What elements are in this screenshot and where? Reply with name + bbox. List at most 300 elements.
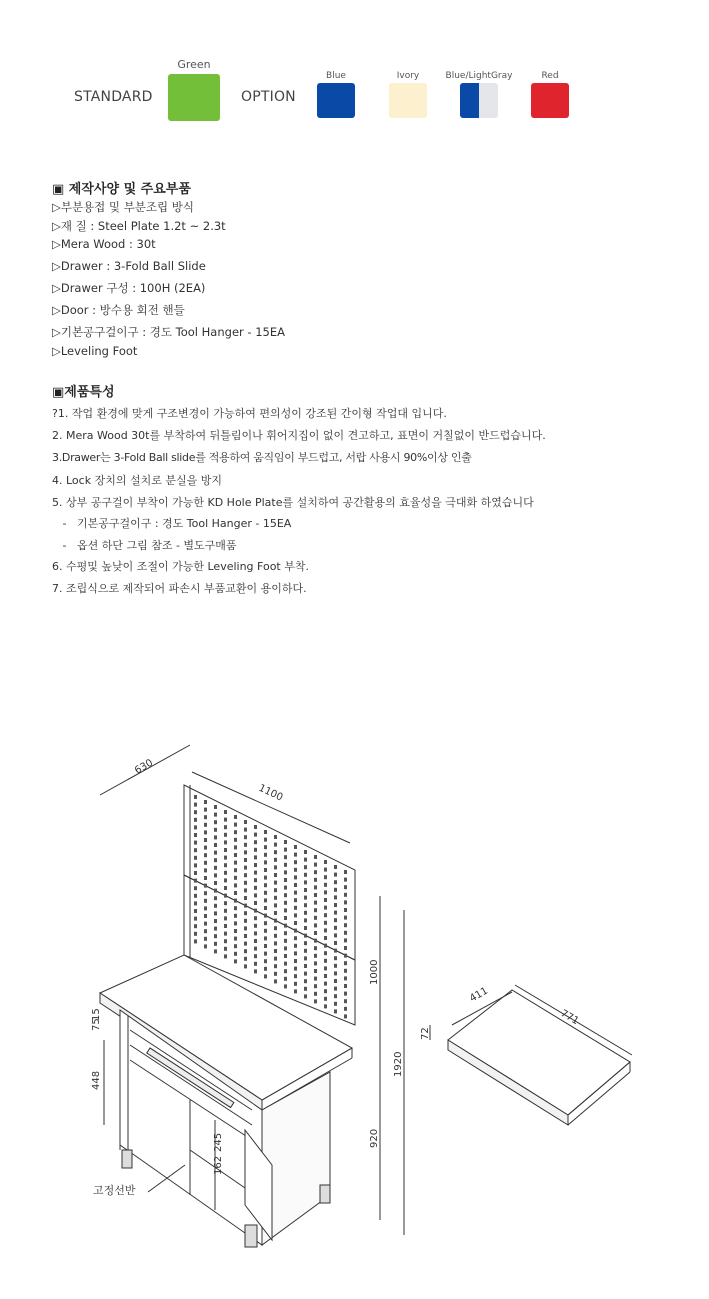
pegboard-hole: [344, 976, 347, 980]
pegboard-hole: [314, 969, 317, 973]
pegboard-hole: [244, 888, 247, 892]
pegboard-hole: [234, 815, 237, 819]
pegboard-hole: [234, 914, 237, 918]
pegboard-hole: [344, 885, 347, 889]
pegboard-hole: [304, 964, 307, 968]
pegboard-hole: [214, 904, 217, 908]
pegboard-hole: [314, 908, 317, 912]
pegboard-hole: [324, 868, 327, 872]
pegboard-hole: [294, 868, 297, 872]
pegboard-hole: [334, 926, 337, 930]
pegboard-hole: [344, 878, 347, 882]
pegboard-hole: [324, 906, 327, 910]
pegboard-hole: [324, 875, 327, 879]
dim-bench-height: 920: [369, 1128, 380, 1148]
pegboard-hole: [224, 840, 227, 844]
pegboard-hole: [344, 954, 347, 958]
pegboard-hole: [234, 952, 237, 956]
pegboard-hole: [344, 984, 347, 988]
pegboard-hole: [294, 906, 297, 910]
pegboard-hole: [244, 949, 247, 953]
pegboard-hole: [224, 939, 227, 943]
pegboard-hole: [214, 851, 217, 855]
pegboard-hole: [244, 850, 247, 854]
pegboard-hole: [254, 863, 257, 867]
pegboard-hole: [224, 825, 227, 829]
pegboard-hole: [304, 987, 307, 991]
feature-subitem: - 옵션 하단 그림 참조 - 별도구매품: [52, 539, 237, 552]
pegboard-hole: [264, 830, 267, 834]
standard-label: STANDARD: [74, 89, 153, 105]
pegboard-hole: [264, 974, 267, 978]
pegboard-hole: [344, 946, 347, 950]
option-label: OPTION: [241, 89, 296, 105]
pegboard-hole: [234, 906, 237, 910]
pegboard-hole: [334, 895, 337, 899]
pegboard-hole: [294, 921, 297, 925]
green-swatch[interactable]: [168, 74, 220, 121]
pegboard-hole: [194, 879, 197, 883]
pegboard-hole: [204, 899, 207, 903]
pegboard-hole: [194, 909, 197, 913]
pegboard-hole: [194, 932, 197, 936]
pegboard-hole: [314, 901, 317, 905]
dim-door2: 162: [213, 1155, 224, 1175]
pegboard-hole: [314, 885, 317, 889]
pegboard-hole: [224, 863, 227, 867]
pegboard-hole: [254, 916, 257, 920]
pegboard-hole: [244, 964, 247, 968]
pegboard-hole: [284, 962, 287, 966]
pegboard-hole: [284, 848, 287, 852]
pegboard-hole: [344, 900, 347, 904]
pegboard-hole: [224, 947, 227, 951]
red-swatch-label: Red: [541, 71, 559, 81]
pegboard-hole: [264, 853, 267, 857]
pegboard-hole: [264, 921, 267, 925]
dim-panel-height: 1000: [369, 959, 380, 985]
pegboard-hole: [264, 876, 267, 880]
pegboard-hole: [294, 959, 297, 963]
pegboard-hole: [284, 954, 287, 958]
pegboard-hole: [234, 876, 237, 880]
pegboard-hole: [254, 893, 257, 897]
pegboard-hole: [324, 982, 327, 986]
pegboard-hole: [334, 964, 337, 968]
pegboard-hole: [324, 860, 327, 864]
pegboard-hole: [274, 949, 277, 953]
features-title: ▣제품특성: [52, 385, 115, 400]
pegboard-hole: [214, 873, 217, 877]
pegboard-hole: [334, 949, 337, 953]
pegboard-hole: [344, 1014, 347, 1018]
pegboard-hole: [294, 936, 297, 940]
pegboard-hole: [344, 923, 347, 927]
dim-top1: 15: [91, 1008, 102, 1021]
pegboard-hole: [214, 896, 217, 900]
pegboard-hole: [194, 818, 197, 822]
pegboard-hole: [324, 997, 327, 1001]
feature-item: 3.Drawer는 3-Fold Ball slide를 적용하여 움직임이 부드럽고, 서랍 사용시 90%이상 인출: [52, 451, 472, 464]
blue-swatch[interactable]: [317, 83, 355, 118]
pegboard-hole: [284, 977, 287, 981]
pegboard-hole: [324, 928, 327, 932]
spec-item: ▷Door : 방수용 회전 핸들: [52, 303, 185, 317]
pegboard-hole: [294, 913, 297, 917]
pegboard-hole: [284, 893, 287, 897]
pegboard-hole: [194, 795, 197, 799]
pegboard-hole: [224, 886, 227, 890]
pegboard-hole: [194, 803, 197, 807]
pegboard-hole: [254, 825, 257, 829]
pegboard-hole: [344, 870, 347, 874]
pegboard-hole: [194, 924, 197, 928]
pegboard-hole: [204, 815, 207, 819]
pegboard-hole: [294, 883, 297, 887]
pegboard-hole: [194, 863, 197, 867]
pegboard-hole: [284, 901, 287, 905]
pegboard-hole: [324, 944, 327, 948]
pegboard-hole: [194, 856, 197, 860]
pegboard-hole: [234, 899, 237, 903]
pegboard-hole: [304, 994, 307, 998]
pegboard-hole: [334, 903, 337, 907]
pegboard-hole: [214, 805, 217, 809]
pegboard-hole: [334, 911, 337, 915]
pegboard-hole: [294, 860, 297, 864]
pegboard-hole: [214, 919, 217, 923]
pegboard-hole: [344, 916, 347, 920]
pegboard-hole: [314, 946, 317, 950]
pegboard-hole: [294, 898, 297, 902]
pegboard-hole: [314, 961, 317, 965]
pegboard-hole: [314, 878, 317, 882]
pegboard-hole: [204, 853, 207, 857]
pegboard-hole: [194, 833, 197, 837]
pegboard-hole: [284, 916, 287, 920]
pegboard-hole: [334, 1009, 337, 1013]
pegboard-hole: [234, 845, 237, 849]
pegboard-hole: [324, 1004, 327, 1008]
pegboard-hole: [264, 929, 267, 933]
pegboard-hole: [324, 890, 327, 894]
blue-lightgray-swatch-label: Blue/LightGray: [445, 71, 513, 81]
pegboard-hole: [344, 992, 347, 996]
dim-side: 448: [91, 1070, 102, 1090]
pegboard-hole: [284, 908, 287, 912]
pegboard-hole: [304, 956, 307, 960]
pegboard-hole: [224, 894, 227, 898]
pegboard-hole: [234, 830, 237, 834]
pegboard-hole: [244, 904, 247, 908]
pegboard-hole: [244, 828, 247, 832]
pegboard-hole: [344, 893, 347, 897]
pegboard-hole: [204, 891, 207, 895]
pegboard-hole: [214, 942, 217, 946]
pegboard-hole: [334, 880, 337, 884]
pegboard-hole: [264, 845, 267, 849]
pegboard-hole: [254, 954, 257, 958]
pegboard-hole: [194, 894, 197, 898]
pegboard-hole: [314, 939, 317, 943]
feature-item: 2. Mera Wood 30t를 부착하여 뒤틀림이나 휘어지집이 없이 견고하고, 표면이 거칠없이 반드럽습니다.: [52, 429, 546, 442]
pegboard-hole: [274, 964, 277, 968]
pegboard-hole: [294, 944, 297, 948]
pegboard-hole: [204, 838, 207, 842]
dim-top2: 75: [91, 1018, 102, 1031]
pegboard-hole: [204, 922, 207, 926]
specs-title: ▣ 제작사양 및 주요부품: [52, 182, 191, 197]
pegboard-hole: [334, 979, 337, 983]
pegboard-hole: [284, 939, 287, 943]
pegboard-hole: [244, 919, 247, 923]
pegboard-hole: [234, 868, 237, 872]
pegboard-hole: [314, 863, 317, 867]
pegboard-hole: [344, 938, 347, 942]
pegboard-hole: [304, 896, 307, 900]
pegboard-hole: [214, 820, 217, 824]
pegboard-hole: [234, 929, 237, 933]
pegboard-hole: [264, 838, 267, 842]
pegboard-hole: [214, 858, 217, 862]
pegboard-hole: [254, 962, 257, 966]
pegboard-hole: [334, 1002, 337, 1006]
pegboard-hole: [334, 873, 337, 877]
pegboard-hole: [204, 800, 207, 804]
pegboard-hole: [204, 868, 207, 872]
pegboard-hole: [304, 949, 307, 953]
pegboard-hole: [244, 835, 247, 839]
pegboard-hole: [224, 954, 227, 958]
pegboard-hole: [274, 903, 277, 907]
pegboard-hole: [254, 848, 257, 852]
pegboard-hole: [344, 969, 347, 973]
pegboard-hole: [264, 944, 267, 948]
pegboard-hole: [284, 886, 287, 890]
pegboard-hole: [314, 916, 317, 920]
pegboard-hole: [274, 865, 277, 869]
pegboard-hole: [284, 969, 287, 973]
pegboard-hole: [204, 906, 207, 910]
pegboard-hole: [344, 999, 347, 1003]
pegboard-hole: [254, 833, 257, 837]
pegboard-hole: [214, 835, 217, 839]
pegboard-hole: [194, 901, 197, 905]
pegboard-hole: [334, 888, 337, 892]
pegboard-hole: [304, 888, 307, 892]
pegboard-hole: [324, 936, 327, 940]
pegboard-hole: [244, 843, 247, 847]
pegboard-hole: [194, 871, 197, 875]
pegboard-hole: [204, 830, 207, 834]
pegboard-hole: [244, 866, 247, 870]
pegboard-hole: [194, 841, 197, 845]
pegboard-hole: [224, 810, 227, 814]
pegboard-hole: [304, 873, 307, 877]
pegboard-hole: [224, 924, 227, 928]
pegboard-hole: [284, 878, 287, 882]
pegboard-hole: [334, 971, 337, 975]
pegboard-hole: [334, 956, 337, 960]
pegboard-hole: [324, 959, 327, 963]
pegboard-hole: [274, 888, 277, 892]
pegboard-hole: [204, 914, 207, 918]
spec-item: ▷Drawer 구성 : 100H (2EA): [52, 281, 206, 295]
pegboard-hole: [264, 883, 267, 887]
pegboard-hole: [194, 886, 197, 890]
pegboard-hole: [294, 982, 297, 986]
pegboard-hole: [224, 878, 227, 882]
feature-item: ?1. 작업 환경에 맞게 구조변경이 가능하여 편의성이 강조된 간이형 작업대 입니다.: [52, 407, 447, 420]
pegboard-hole: [274, 941, 277, 945]
pegboard-hole: [334, 865, 337, 869]
dim-drawer-depth: 411: [468, 985, 491, 1005]
pegboard-hole: [214, 911, 217, 915]
pegboard-hole: [234, 921, 237, 925]
pegboard-hole: [264, 952, 267, 956]
pegboard-hole: [274, 926, 277, 930]
pegboard-hole: [234, 883, 237, 887]
pegboard-hole: [224, 932, 227, 936]
pegboard-hole: [224, 871, 227, 875]
pegboard-hole: [264, 860, 267, 864]
pegboard-hole: [274, 858, 277, 862]
pegboard-hole: [304, 926, 307, 930]
feature-subitem: - 기본공구걸이구 : 경도 Tool Hanger - 15EA: [52, 517, 292, 530]
pegboard-hole: [234, 823, 237, 827]
pegboard-hole: [294, 951, 297, 955]
pegboard-hole: [294, 967, 297, 971]
pegboard-hole: [334, 933, 337, 937]
spec-item: ▷재 질 : Steel Plate 1.2t ~ 2.3t: [52, 219, 226, 233]
blue-lightgray-swatch[interactable]: [460, 83, 498, 118]
dim-total-height: 1920: [393, 1051, 404, 1077]
dim-door1: 245: [213, 1132, 224, 1152]
pegboard-hole: [214, 828, 217, 832]
pegboard-hole: [324, 921, 327, 925]
pegboard-hole: [204, 884, 207, 888]
red-swatch[interactable]: [531, 83, 569, 118]
pegboard-hole: [224, 856, 227, 860]
pegboard-hole: [294, 974, 297, 978]
pegboard-hole: [244, 896, 247, 900]
pegboard-hole: [304, 903, 307, 907]
pegboard-hole: [254, 939, 257, 943]
pegboard-hole: [214, 934, 217, 938]
pegboard-hole: [254, 909, 257, 913]
dim-drawer-height: 72: [420, 1027, 431, 1040]
pegboard-hole: [264, 936, 267, 940]
pegboard-hole: [264, 959, 267, 963]
pegboard-hole: [304, 880, 307, 884]
pegboard-hole: [204, 876, 207, 880]
feature-item: 5. 상부 공구걸이 부착이 가능한 KD Hole Plate를 설치하여 공간활용의 효율성을 극대화 하였습니다: [52, 496, 534, 509]
pegboard-hole: [204, 846, 207, 850]
pegboard-hole: [344, 908, 347, 912]
spec-item: ▷Drawer : 3-Fold Ball Slide: [52, 259, 206, 273]
green-swatch-label: Green: [177, 58, 211, 71]
pegboard-hole: [304, 979, 307, 983]
pegboard-hole: [234, 959, 237, 963]
pegboard-hole: [284, 855, 287, 859]
pegboard-hole: [304, 972, 307, 976]
pegboard-hole: [254, 855, 257, 859]
pegboard-hole: [254, 878, 257, 882]
pegboard-hole: [224, 818, 227, 822]
pegboard-hole: [284, 863, 287, 867]
pegboard-hole: [244, 911, 247, 915]
pegboard-hole: [334, 987, 337, 991]
pegboard-hole: [204, 861, 207, 865]
pegboard-hole: [214, 927, 217, 931]
pegboard-hole: [254, 947, 257, 951]
pegboard-hole: [254, 969, 257, 973]
pegboard-hole: [194, 939, 197, 943]
spec-item: ▷Leveling Foot: [52, 344, 138, 358]
pegboard-hole: [204, 937, 207, 941]
pegboard-hole: [304, 934, 307, 938]
pegboard-hole: [254, 886, 257, 890]
pegboard-hole: [214, 813, 217, 817]
pegboard-hole: [324, 989, 327, 993]
pegboard-hole: [204, 929, 207, 933]
pegboard-hole: [284, 984, 287, 988]
feature-item: 4. Lock 장치의 설치로 분실을 방지: [52, 474, 222, 487]
pegboard-hole: [204, 823, 207, 827]
pegboard-hole: [344, 931, 347, 935]
pegboard-hole: [314, 931, 317, 935]
pegboard-hole: [214, 889, 217, 893]
pegboard-hole: [264, 914, 267, 918]
pegboard-hole: [284, 840, 287, 844]
pegboard-hole: [294, 929, 297, 933]
feature-item: 7. 조립식으로 제작되어 파손시 부품교환이 용이하다.: [52, 582, 307, 595]
pegboard-hole: [304, 911, 307, 915]
pegboard-hole: [344, 961, 347, 965]
pegboard-hole: [244, 926, 247, 930]
pegboard-hole: [244, 858, 247, 862]
pegboard-hole: [274, 881, 277, 885]
pegboard-hole: [324, 951, 327, 955]
pegboard-hole: [324, 898, 327, 902]
pegboard-hole: [224, 916, 227, 920]
pegboard-hole: [324, 974, 327, 978]
pegboard-hole: [294, 853, 297, 857]
pegboard-hole: [344, 1007, 347, 1011]
pegboard-hole: [244, 957, 247, 961]
pegboard-hole: [234, 853, 237, 857]
pegboard-hole: [214, 843, 217, 847]
pegboard-hole: [234, 937, 237, 941]
pegboard-hole: [244, 873, 247, 877]
pegboard-hole: [274, 934, 277, 938]
drawer-detail: [448, 990, 630, 1115]
pegboard-hole: [334, 918, 337, 922]
pegboard-hole: [244, 820, 247, 824]
pegboard-hole: [224, 901, 227, 905]
dim-depth: 630: [133, 757, 156, 777]
pegboard-hole: [304, 850, 307, 854]
pegboard-hole: [274, 957, 277, 961]
pegboard-hole: [214, 949, 217, 953]
pegboard-hole: [254, 924, 257, 928]
pegboard-hole: [324, 966, 327, 970]
pegboard-hole: [264, 967, 267, 971]
ivory-swatch[interactable]: [389, 83, 427, 118]
pegboard-hole: [194, 848, 197, 852]
pegboard-hole: [304, 941, 307, 945]
pegboard-hole: [234, 944, 237, 948]
